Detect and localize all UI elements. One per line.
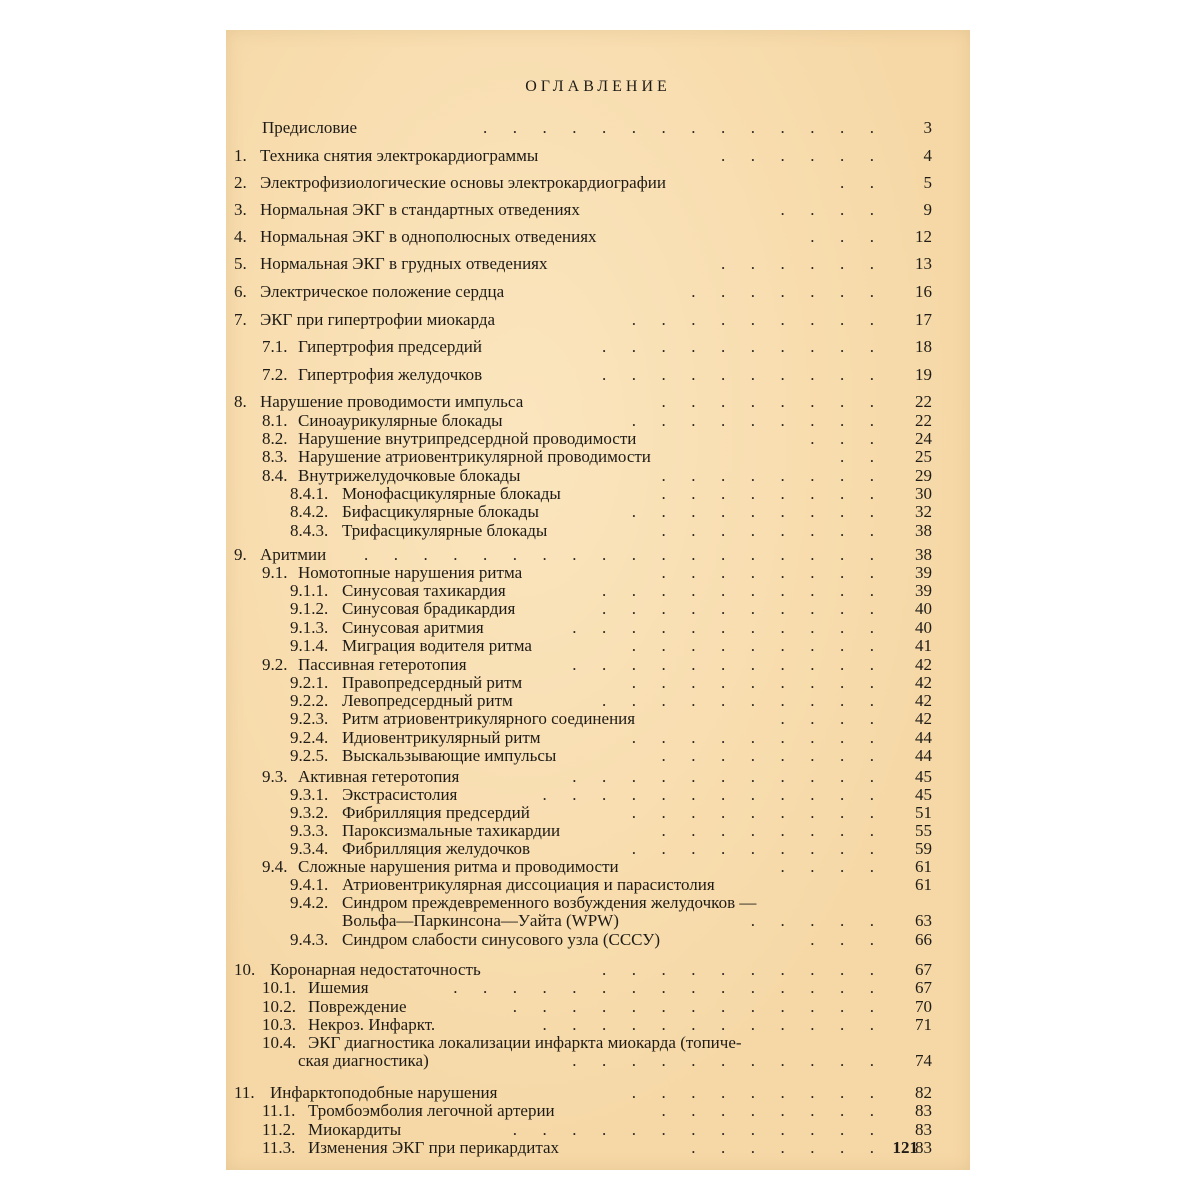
toc-entry-label: Коронарная недостаточность (270, 960, 481, 979)
toc-entry-label: Синусовая аритмия (342, 618, 484, 637)
toc-entry (234, 1050, 932, 1072)
toc-entry-label: Сложные нарушения ритма и проводимости (298, 857, 619, 876)
dot-leader: . . (840, 173, 874, 192)
toc-entry (234, 226, 932, 248)
toc-entry-number: 9.2. (262, 655, 288, 674)
dot-leader: . . . . . . . . . (631, 502, 874, 521)
toc-entry-page: 59 (915, 839, 932, 858)
page-title: ОГЛАВЛЕНИЕ (525, 78, 671, 95)
toc-entry-label: Ритм атриовентрикулярного соединения (342, 709, 636, 728)
toc-entry-page: 45 (915, 785, 932, 804)
toc-entry-page: 51 (915, 803, 932, 822)
dot-leader: . . . (810, 429, 874, 448)
toc-entry-label: Внутрижелудочковые блокады (298, 466, 521, 485)
toc-entry-number: 11.2. (262, 1120, 296, 1139)
dot-leader: . . . . . . . . . . . (572, 1051, 874, 1070)
dot-leader: . . . . . . . . . . . (572, 767, 874, 786)
toc-entry-number: 9.3.1. (290, 785, 329, 804)
toc-entry (234, 309, 932, 331)
toc-entry-number: 9.1.1. (290, 581, 329, 600)
dot-leader: . . . . . . . . . . . . . . . (453, 978, 874, 997)
toc-entry-label: Инфарктоподобные нарушения (270, 1083, 498, 1102)
toc-entry-label: Правопредсердный ритм (342, 673, 523, 692)
toc-entry-page: 17 (915, 310, 932, 329)
dot-leader: . . . . . . . . . . . . . (512, 997, 874, 1016)
toc-entry-number: 8.4.1. (290, 484, 329, 503)
dot-leader: . . . . (780, 200, 874, 219)
toc-entry-label: Нарушение проводимости импульса (260, 392, 524, 411)
toc-entry-number: 9. (234, 545, 247, 564)
toc-entry-number: 11.3. (262, 1138, 296, 1157)
toc-entry-label: Трифасцикулярные блокады (342, 521, 548, 540)
toc-entry-page: 63 (915, 911, 932, 930)
dot-leader: . . . . . . . (691, 282, 874, 301)
toc-entry-page: 40 (915, 618, 932, 637)
toc-entry-number: 9.1.3. (290, 618, 329, 637)
toc-entry-number: 8.3. (262, 447, 288, 466)
toc-entry-number: 7. (234, 310, 247, 329)
toc-entry-number: 10.4. (262, 1033, 296, 1052)
toc-entry-number: 10. (234, 960, 256, 979)
dot-leader: . . . . . . . . . . (602, 960, 874, 979)
toc-entry-number: 10.3. (262, 1015, 296, 1034)
toc-entry-page: 3 (923, 118, 932, 137)
toc-entry-label: Нормальная ЭКГ в однополюсных отведениях (260, 227, 597, 246)
toc-entry-label: Экстрасистолия (342, 785, 458, 804)
toc-entry-label: Гипертрофия желудочков (298, 365, 483, 384)
toc-entry-page: 44 (915, 746, 932, 765)
toc-entry-number: 11. (234, 1083, 255, 1102)
dot-leader: . . . . . . . . . . (602, 581, 874, 600)
dot-leader: . . . . . (750, 911, 874, 930)
toc-entry-number: 10.2. (262, 997, 296, 1016)
toc-entry-number: 7.2. (262, 365, 288, 384)
toc-entry-label: Электрофизиологические основы электрокардиографии (260, 173, 666, 192)
toc-entry-page: 22 (915, 392, 932, 411)
toc-entry-number: 8.2. (262, 429, 288, 448)
toc-entry-page: 38 (915, 521, 932, 540)
dot-leader: . . . . . . . . (661, 392, 874, 411)
toc-entry-number: 6. (234, 282, 247, 301)
toc-entry-label: Идиовентрикулярный ритм (342, 728, 541, 747)
toc-entry-label: Техника снятия электрокардиограммы (260, 146, 539, 165)
toc-entry-label: Электрическое положение сердца (260, 282, 505, 301)
toc-entry-page: 66 (915, 930, 932, 949)
toc-entry-number: 9.3.4. (290, 839, 329, 858)
toc-entry-number: 9.1.4. (290, 636, 329, 655)
dot-leader: . . . . (780, 857, 874, 876)
dot-leader: . . . . . . . . (661, 1101, 874, 1120)
dot-leader: . . . . . . . . . . . (572, 618, 874, 637)
toc-entry-page: 5 (923, 173, 932, 192)
dot-leader: . . . . . . . . . . (602, 365, 874, 384)
toc-entry-label: Монофасцикулярные блокады (342, 484, 561, 503)
toc-entry-label: Нормальная ЭКГ в стандартных отведениях (260, 200, 580, 219)
toc-entry-number: 9.4.1. (290, 875, 329, 894)
toc-entry-number: 9.3.2. (290, 803, 329, 822)
toc-entry (234, 929, 932, 951)
toc-entry-number: 9.4.3. (290, 930, 329, 949)
toc-entry-number: 10.1. (262, 978, 296, 997)
toc-entry-label: Фибрилляция желудочков (342, 839, 530, 858)
dot-leader: . . . . . . . . . . . . (542, 785, 874, 804)
toc-entry-page: 61 (915, 875, 932, 894)
toc-entry-page: 67 (915, 960, 932, 979)
dot-leader: . . . . . . . . (661, 521, 874, 540)
dot-leader: . . . . . . . . (661, 746, 874, 765)
toc-entry-page: 25 (915, 447, 932, 466)
dot-leader: . . . . . . (721, 146, 874, 165)
dot-leader: . . . . . . . . . . (602, 599, 874, 618)
toc-entry-number: 8. (234, 392, 247, 411)
toc-entry-label: Синдром преждевременного возбуждения желудочков — (342, 893, 757, 912)
toc-entry-page: 13 (915, 254, 932, 273)
toc-entry-label: Изменения ЭКГ при перикардитах (308, 1138, 560, 1157)
dot-leader: . . . . . . . . . (631, 839, 874, 858)
toc-entry-label: Ишемия (308, 978, 369, 997)
dot-leader: . . . . . . (721, 254, 874, 273)
toc-entry-label: Нарушение атриовентрикулярной проводимости (298, 447, 651, 466)
toc-entry-number: 8.1. (262, 411, 288, 430)
toc-entry (234, 199, 932, 221)
toc-entry-page: 32 (915, 502, 932, 521)
toc-entry-number: 9.3. (262, 767, 288, 786)
page-number: 121 (892, 1138, 918, 1157)
toc-entry-number: 9.2.5. (290, 746, 329, 765)
toc-entry-label: Вольфа—Паркинсона—Уайта (WPW) (342, 911, 619, 930)
toc-entry (234, 172, 932, 194)
toc-entry-number: 8.4.3. (290, 521, 329, 540)
dot-leader: . . . . . . . . . . . . (542, 1015, 874, 1034)
toc-entry-page: 40 (915, 599, 932, 618)
toc-entry-number: 9.2.4. (290, 728, 329, 747)
toc-entry-label: Бифасцикулярные блокады (342, 502, 539, 521)
toc-entry-number: 9.2.3. (290, 709, 329, 728)
toc-entry-page: 42 (915, 691, 932, 710)
toc-entry-label: ЭКГ диагностика локализации инфаркта миокарда (топиче- (308, 1033, 742, 1052)
toc-entry-label: Атриовентрикулярная диссоциация и парасистолия (342, 875, 715, 894)
toc-entry-page: 24 (915, 429, 932, 448)
dot-leader: . . . . . . . . . (631, 803, 874, 822)
toc-entry-number: 2. (234, 173, 247, 192)
toc-entry-page: 45 (915, 767, 932, 786)
toc-entry-label: Тромбоэмболия легочной артерии (308, 1101, 555, 1120)
toc-entry-label: Левопредсердный ритм (342, 691, 513, 710)
toc-entry-page: 42 (915, 673, 932, 692)
toc-entry-number: 9.3.3. (290, 821, 329, 840)
toc-entry-label: Повреждение (308, 997, 407, 1016)
toc-entry (234, 336, 932, 358)
toc-entry-page: 83 (915, 1120, 932, 1139)
toc-entry-page: 44 (915, 728, 932, 747)
dot-leader: . . . . . . . . . (631, 411, 874, 430)
toc-entry-page: 71 (915, 1015, 932, 1034)
dot-leader: . . . . . . . . . . . . . . . . . . (364, 545, 874, 564)
toc-entry-label: Активная гетеротопия (298, 767, 460, 786)
dot-leader: . . . . . . . . (661, 466, 874, 485)
toc-entry-page: 29 (915, 466, 932, 485)
toc-entry-label: ЭКГ при гипертрофии миокарда (260, 310, 496, 329)
dot-leader: . . . . . . . . (661, 484, 874, 503)
dot-leader: . . . . . . . (691, 1138, 874, 1157)
toc-entry-page: 83 (915, 1101, 932, 1120)
dot-leader: . . . . . . . . (661, 821, 874, 840)
dot-leader: . . (840, 447, 874, 466)
dot-leader: . . . . . . . . . . (602, 691, 874, 710)
toc-entry-page: 30 (915, 484, 932, 503)
toc-entry-number: 11.1. (262, 1101, 296, 1120)
toc-entry-page: 9 (923, 200, 932, 219)
toc-entry-page: 82 (915, 1083, 932, 1102)
toc-entry-number: 3. (234, 200, 247, 219)
book-page (226, 30, 970, 1170)
dot-leader: . . . (810, 227, 874, 246)
toc-entry-label: Нормальная ЭКГ в грудных отведениях (260, 254, 548, 273)
toc-entry (234, 281, 932, 303)
dot-leader: . . . . . . . . . (631, 673, 874, 692)
toc-entry-label: Предисловие (262, 118, 358, 137)
dot-leader: . . . . . . . . . . . . . . (483, 118, 874, 137)
toc-entry (234, 117, 932, 139)
toc-entry-number: 8.4. (262, 466, 288, 485)
toc-entry-number: 4. (234, 227, 247, 246)
toc-entry-label: Миграция водителя ритма (342, 636, 532, 655)
dot-leader: . . . . . . . . . (631, 728, 874, 747)
toc-entry-label: Аритмии (260, 545, 327, 564)
toc-entry-number: 9.4.2. (290, 893, 329, 912)
toc-entry-page: 22 (915, 411, 932, 430)
toc-entry (234, 520, 932, 542)
toc-entry-page: 18 (915, 337, 932, 356)
dot-leader: . . . . . . . . . (631, 1083, 874, 1102)
toc-entry-number: 1. (234, 146, 247, 165)
toc-entry-number: 9.4. (262, 857, 288, 876)
dot-leader: . . . . . . . . . (631, 310, 874, 329)
toc-entry-number: 7.1. (262, 337, 288, 356)
toc-entry-page: 41 (915, 636, 932, 655)
dot-leader: . . . (810, 930, 874, 949)
toc-entry (234, 145, 932, 167)
toc-entry (234, 364, 932, 386)
toc-entry-page: 19 (915, 365, 932, 384)
toc-entry-page: 74 (915, 1051, 932, 1070)
toc-entry (234, 745, 932, 767)
toc-entry-label: Пароксизмальные тахикардии (342, 821, 561, 840)
toc-entry-number: 9.1.2. (290, 599, 329, 618)
toc-entry-label: Номотопные нарушения ритма (298, 563, 523, 582)
toc-entry-page: 61 (915, 857, 932, 876)
toc-entry-number: 9.2.1. (290, 673, 329, 692)
toc-entry-page: 39 (915, 581, 932, 600)
toc-entry-number: 9.1. (262, 563, 288, 582)
toc-entry-number: 8.4.2. (290, 502, 329, 521)
dot-leader: . . . . . . . . . . . . . (512, 1120, 874, 1139)
dot-leader: . . . . . . . . . (631, 636, 874, 655)
dot-leader: . . . . . . . . . . (602, 337, 874, 356)
dot-leader: . . . . . . . . (661, 563, 874, 582)
toc-entry-page: 67 (915, 978, 932, 997)
toc-entry-page: 83 (915, 1138, 932, 1157)
toc-entry-label: Нарушение внутрипредсердной проводимости (298, 429, 637, 448)
toc-entry-page: 16 (915, 282, 932, 301)
toc-entry-label: Выскальзывающие импульсы (342, 746, 557, 765)
toc-entry-label: Синдром слабости синусового узла (СССУ) (342, 930, 660, 949)
toc-entry-label: Синоаурикулярные блокады (298, 411, 503, 430)
dot-leader: . . . . (780, 709, 874, 728)
toc-entry-label: ская диагностика) (298, 1051, 429, 1070)
toc-entry-number: 9.2.2. (290, 691, 329, 710)
toc-entry-number: 5. (234, 254, 247, 273)
toc-entry-label: Некроз. Инфаркт. (308, 1015, 436, 1034)
toc-entry-page: 70 (915, 997, 932, 1016)
toc-entry-page: 42 (915, 709, 932, 728)
toc-entry-page: 55 (915, 821, 932, 840)
toc-entry-label: Миокардиты (308, 1120, 402, 1139)
dot-leader: . . . . . . . . . . . (572, 655, 874, 674)
toc-entry-page: 42 (915, 655, 932, 674)
toc-entry-page: 12 (915, 227, 932, 246)
toc-entry-label: Синусовая брадикардия (342, 599, 516, 618)
toc-entry-label: Гипертрофия предсердий (298, 337, 483, 356)
toc-entry-page: 4 (923, 146, 932, 165)
toc-entry-page: 38 (915, 545, 932, 564)
toc-entry (234, 253, 932, 275)
toc-entry-label: Пассивная гетеротопия (298, 655, 467, 674)
toc-entry (234, 1137, 932, 1159)
toc-entry-page: 39 (915, 563, 932, 582)
toc-entry-label: Фибрилляция предсердий (342, 803, 530, 822)
toc-entry-label: Синусовая тахикардия (342, 581, 506, 600)
